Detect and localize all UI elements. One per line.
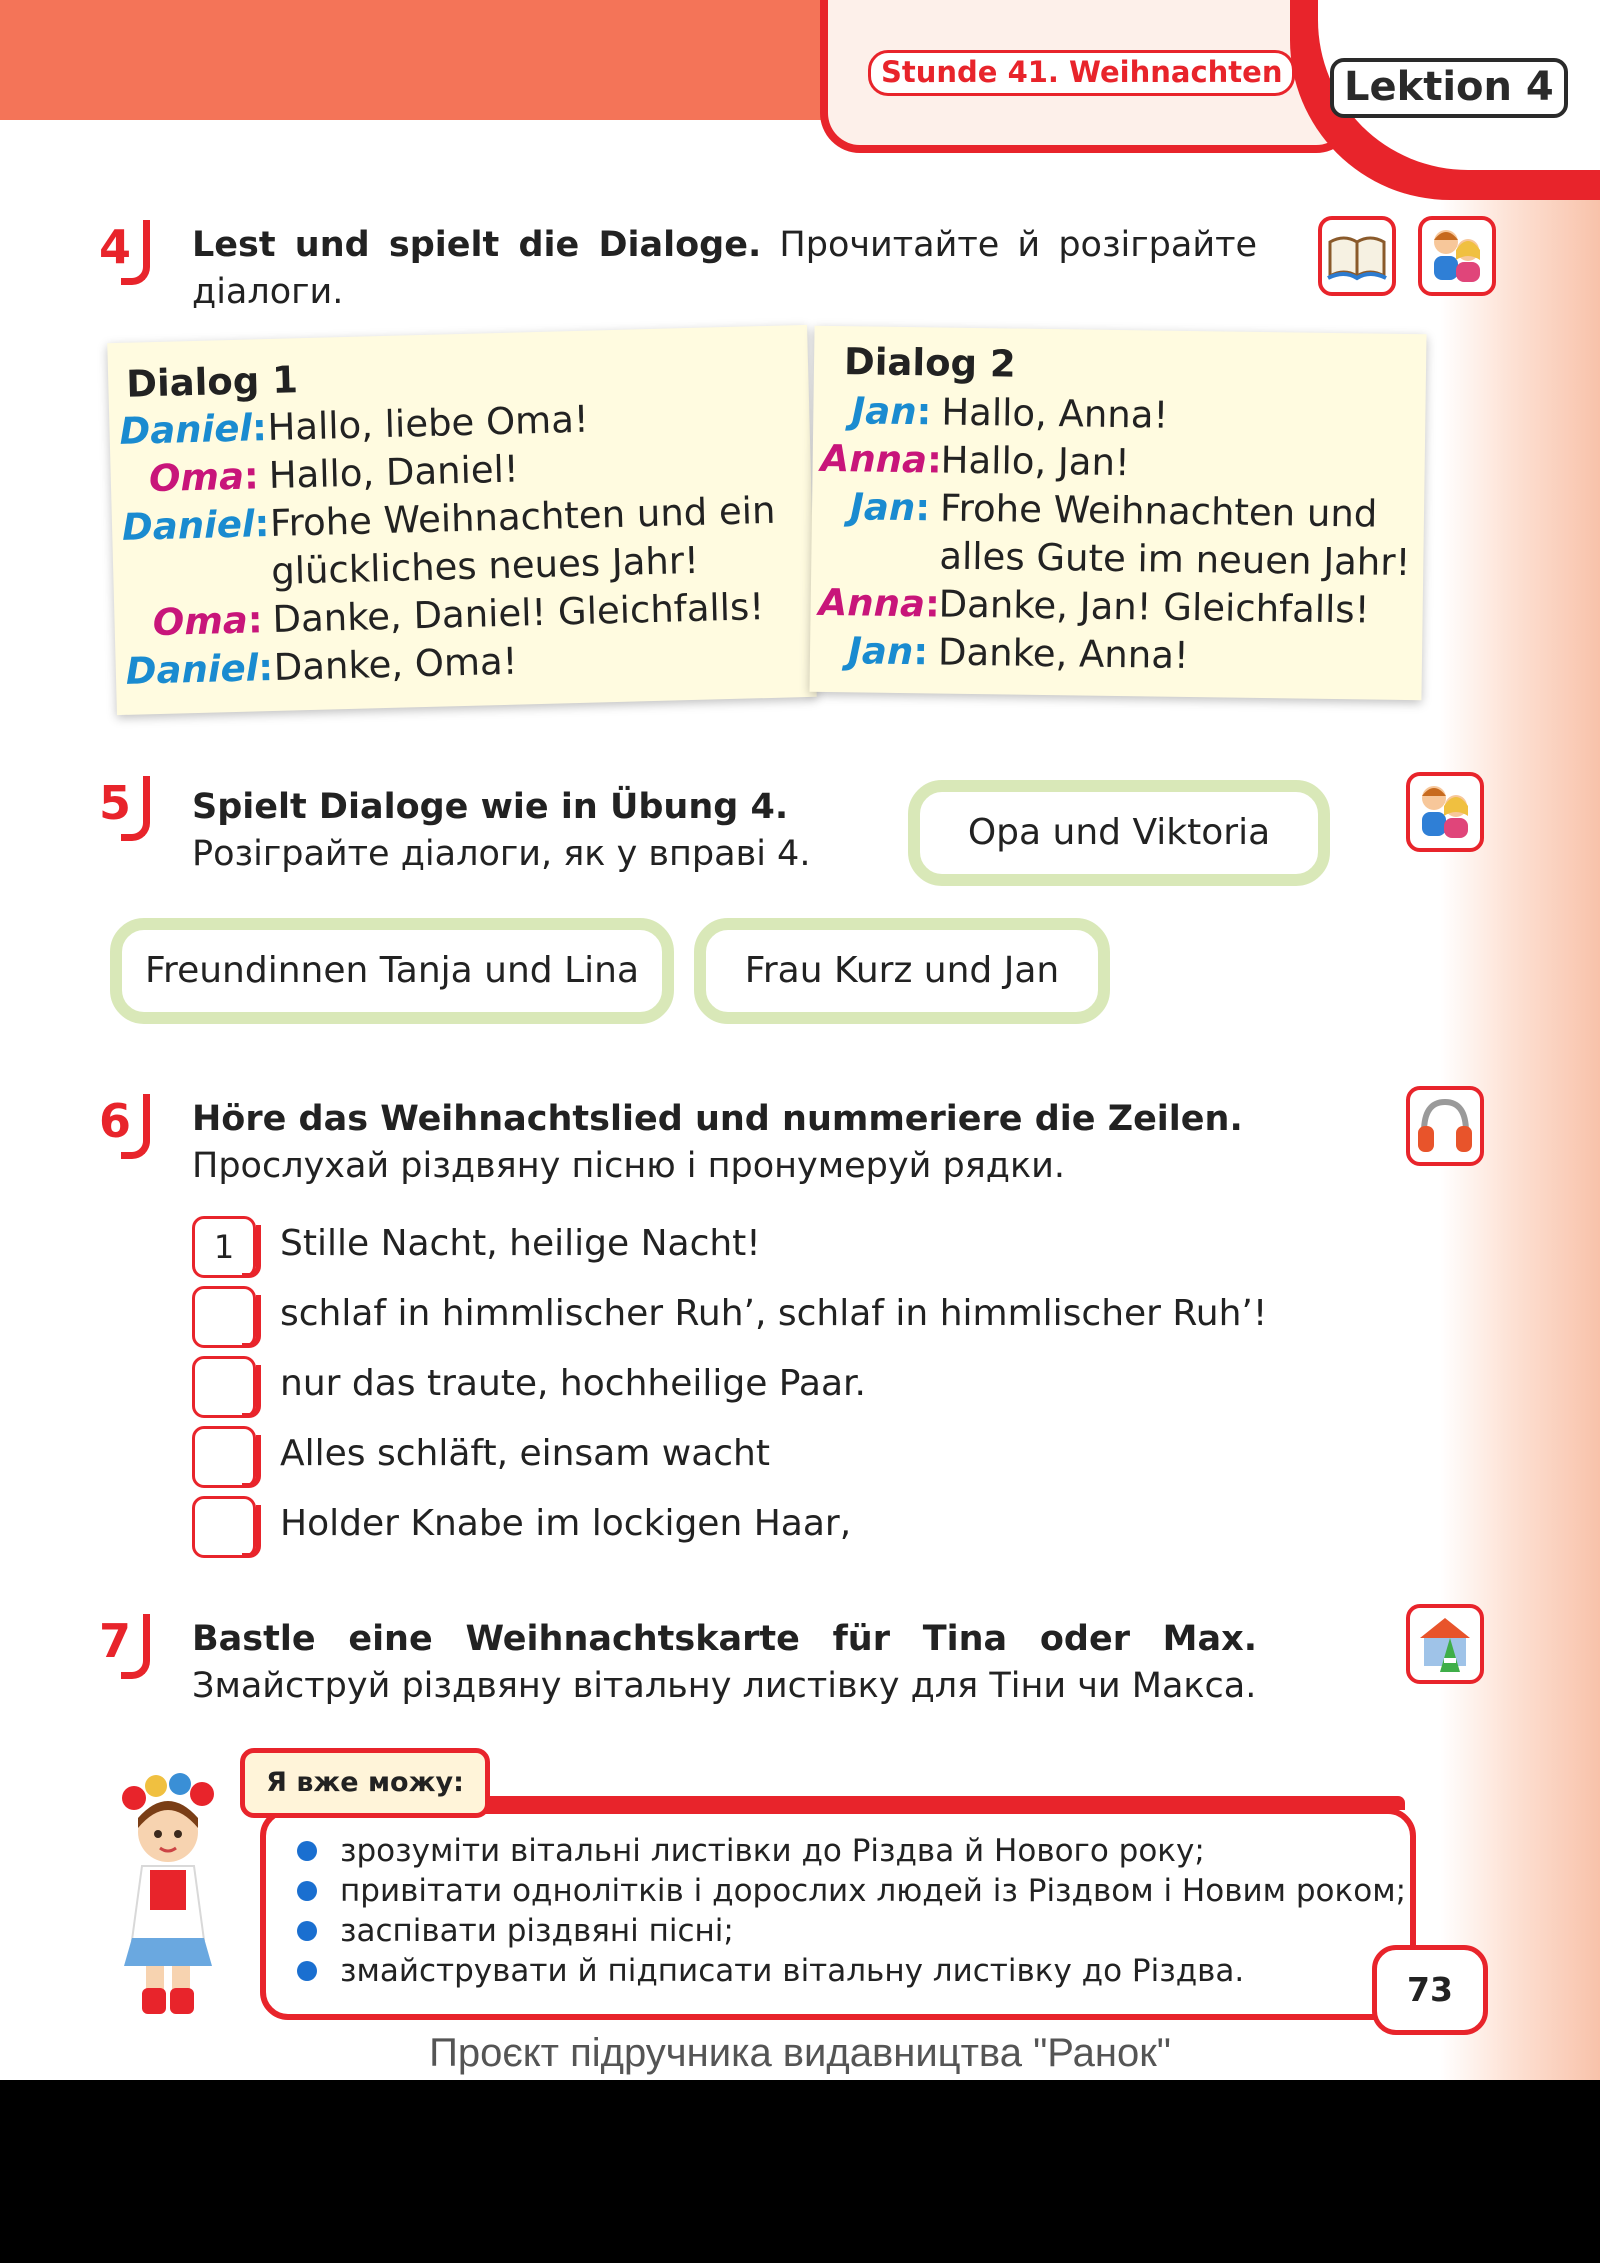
header-band <box>0 0 860 120</box>
dialog-2-line: Jan: Danke, Anna! <box>818 628 1189 679</box>
exercise-5-number: 5 <box>80 772 150 834</box>
dialog-1-card <box>107 325 816 715</box>
right-decor-band <box>1440 0 1600 2080</box>
speaker-anna: Anna: <box>820 436 943 482</box>
exercise-7-instruction-de: Bastle eine Weihnachtskarte für Tina oder Max. <box>192 1619 1257 1659</box>
footer-note: Проєкт підручника видавництва "Ранок" <box>429 2031 1171 2075</box>
can-do-label: Я вже можу: <box>240 1748 490 1818</box>
song-line: nur das traute, hochheilige Paar. <box>280 1363 866 1404</box>
speaker-jan: Jan: <box>847 629 929 674</box>
speaker-daniel: Daniel: <box>119 406 268 453</box>
speaker-daniel: Daniel: <box>121 502 270 549</box>
speaker-oma: Oma: <box>148 454 260 501</box>
dialog-2-card <box>809 326 1426 701</box>
bullet <box>297 1921 317 1941</box>
song-line-number-box[interactable] <box>192 1426 256 1488</box>
exercise-6-instruction-ua: Прослухай різдвяну пісню і пронумеруй рядки. <box>192 1146 1065 1186</box>
song-line: Holder Knabe im lockigen Haar, <box>280 1503 852 1544</box>
exercise-5-instruction <box>192 784 892 878</box>
dialog-1-line: Daniel:Danke, Oma! <box>125 639 518 693</box>
lesson-title: Stunde 41. Weihnachten <box>868 50 1295 96</box>
exercise-4-instruction-ua: Прочитайте й розіграйте діалоги. <box>192 225 1258 312</box>
speaker-jan: Jan: <box>851 389 932 434</box>
dialog-1-line: Daniel:Frohe Weihnachten und ein <box>121 488 776 549</box>
girl-illustration <box>104 1770 234 2020</box>
exercise-6-instruction <box>192 1096 1257 1190</box>
song-line: Alles schläft, einsam wacht <box>280 1433 770 1474</box>
children-icon <box>1406 772 1484 852</box>
exercise-6-number: 6 <box>80 1090 150 1152</box>
can-do-item: заспівати різдвяні пісні; <box>340 1913 734 1949</box>
unit-badge: Lektion 4 <box>1330 58 1568 118</box>
dialog-2-line: Anna:Hallo, Jan! <box>820 436 1131 485</box>
speaker-jan: Jan: <box>849 485 931 530</box>
can-do-item: привітати однолітків і дорослих людей із Різдвом і Новим роком; <box>340 1873 1407 1909</box>
bullet <box>297 1961 317 1981</box>
craft-icon <box>1406 1604 1484 1684</box>
exercise-4-instruction-de: Lest und spielt die Dialoge. <box>192 225 762 265</box>
song-line-number-box[interactable]: 1 <box>192 1216 256 1278</box>
book-icon <box>1318 216 1396 296</box>
dialog-option-tanja-lina: Freundinnen Tanja und Lina <box>110 918 674 1024</box>
song-line: Stille Nacht, heilige Nacht! <box>280 1223 761 1264</box>
song-line: schlaf in himmlischer Ruh’, schlaf in himmlischer Ruh’! <box>280 1293 1268 1334</box>
dialog-1-title: Dialog 1 <box>125 358 299 406</box>
speaker-daniel: Daniel: <box>125 646 274 693</box>
children-icon <box>1418 216 1496 296</box>
can-do-item: зрозуміти вітальні листівки до Різдва й Нового року; <box>340 1833 1205 1869</box>
dialog-2-line: alles Gute im neuen Jahr! <box>939 534 1411 585</box>
can-do-item: змайструвати й підписати вітальну листівку до Різдва. <box>340 1953 1245 1989</box>
dialog-option-opa-viktoria: Opa und Viktoria <box>908 780 1330 886</box>
speaker-oma: Oma: <box>152 598 264 645</box>
headphones-icon <box>1406 1086 1484 1166</box>
song-line-number-box[interactable] <box>192 1286 256 1348</box>
dialog-option-kurz-jan: Frau Kurz und Jan <box>694 918 1110 1024</box>
dialog-2-line: Jan: Frohe Weihnachten und <box>820 484 1378 538</box>
exercise-4-instruction <box>192 222 1257 316</box>
dialog-2-title: Dialog 2 <box>843 340 1016 386</box>
exercise-7-instruction <box>192 1616 1257 1710</box>
exercise-4-number: 4 <box>80 216 150 278</box>
exercise-5-instruction-ua: Розіграйте діалоги, як у вправі 4. <box>192 834 811 874</box>
song-line-number-box[interactable] <box>192 1496 256 1558</box>
exercise-5-instruction-de: Spielt Dialoge wie in Übung 4. <box>192 787 789 827</box>
dialog-2-line: Anna:Danke, Jan! Gleichfalls! <box>818 580 1370 632</box>
page-number: 73 <box>1372 1945 1488 2035</box>
dialog-1-line: Oma: Danke, Daniel! Gleichfalls! <box>124 584 765 647</box>
exercise-7-number: 7 <box>80 1610 150 1672</box>
song-line-number-box[interactable] <box>192 1356 256 1418</box>
speaker-anna: Anna: <box>818 580 941 626</box>
exercise-6-instruction-de: Höre das Weihnachtslied und nummeriere die Zeilen. <box>192 1099 1243 1139</box>
dialog-1-line: glückliches neues Jahr! <box>270 538 700 594</box>
dialog-1-line: Oma: Hallo, Daniel! <box>120 447 519 503</box>
bullet <box>297 1881 317 1901</box>
exercise-7-instruction-ua: Змайструй різдвяну вітальну листівку для Тіни чи Макса. <box>192 1666 1257 1706</box>
dialog-2-line: Jan: Hallo, Anna! <box>821 388 1169 439</box>
bullet <box>297 1841 317 1861</box>
dialog-1-line: Daniel:Hallo, liebe Oma! <box>119 397 590 453</box>
